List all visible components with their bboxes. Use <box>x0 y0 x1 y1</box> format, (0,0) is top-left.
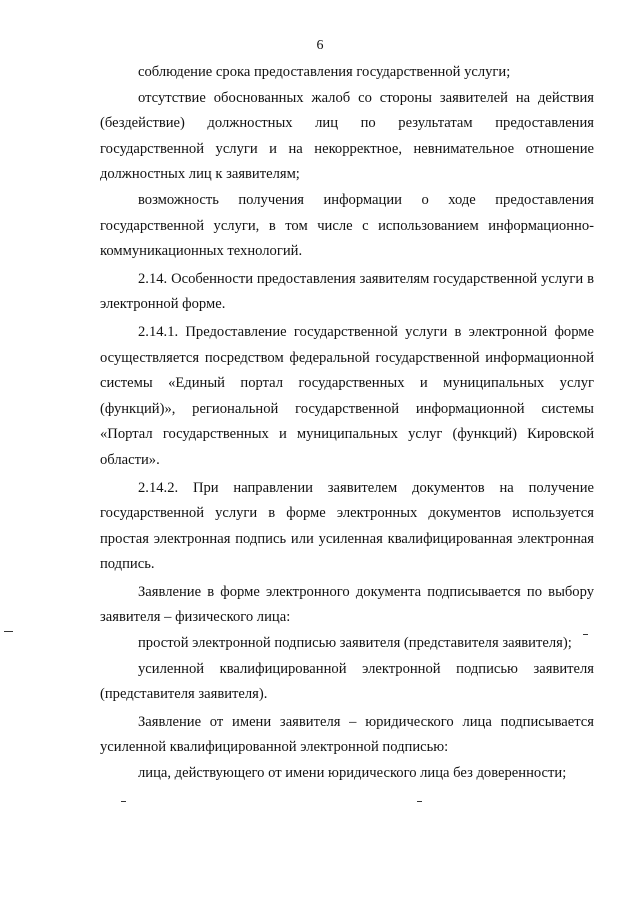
scan-margin-mark <box>4 631 13 632</box>
paragraph-individual-signature: Заявление в форме электронного документа подписывается по выбору заявителя – физического лица: <box>100 583 594 626</box>
paragraph-information-access: возможность получения информации о ходе предоставления государственной услуги, в том числе с использованием информационно-коммуникационных технологий. <box>100 191 594 260</box>
page-number: 6 <box>316 38 324 53</box>
paragraph-deadline-compliance: соблюдение срока предоставления государственной услуги; <box>138 64 511 80</box>
scan-speck-mark-right <box>417 801 422 802</box>
section-heading-2-14: 2.14. Особенности предоставления заявителям государственной услуги в электронной форме. <box>100 270 594 313</box>
paragraph-2-14-2: 2.14.2. При направлении заявителем документов на получение государственной услуги в форме электронных документов используется простая электронная подпись или усиленная квалифицированная электронная подпись. <box>100 479 594 573</box>
paragraph-qualified-signature: усиленной квалифицированной электронной подписью заявителя (представителя заявителя). <box>100 660 594 703</box>
paragraph-simple-signature: простой электронной подписью заявителя (представителя заявителя); <box>138 635 572 652</box>
scan-speck-mark-left <box>121 801 126 802</box>
paragraph-acting-without-power-of-attorney: лица, действующего от имени юридического лица без доверенности; <box>138 765 567 782</box>
document-body <box>100 60 594 787</box>
paragraph-no-complaints: отсутствие обоснованных жалоб со стороны заявителей на действия (бездействие) должностных лиц по результатам предоставления государственной услуги и на некорректное, невнимательное отношение должностных лиц к заявителям; <box>100 89 594 183</box>
paragraph-legal-entity-signature: Заявление от имени заявителя – юридического лица подписывается усиленной квалифицированной электронной подписью: <box>100 713 594 756</box>
scan-speck-mark <box>583 634 588 635</box>
paragraph-2-14-1: 2.14.1. Предоставление государственной услуги в электронной форме осуществляется посредством федеральной государственной информационной системы «Единый портал государственных и муниципальных услуг (функций)», региональной государственной информационной системы «Портал государственных и муниципальных услуг (функций) Кировской области». <box>100 323 594 468</box>
